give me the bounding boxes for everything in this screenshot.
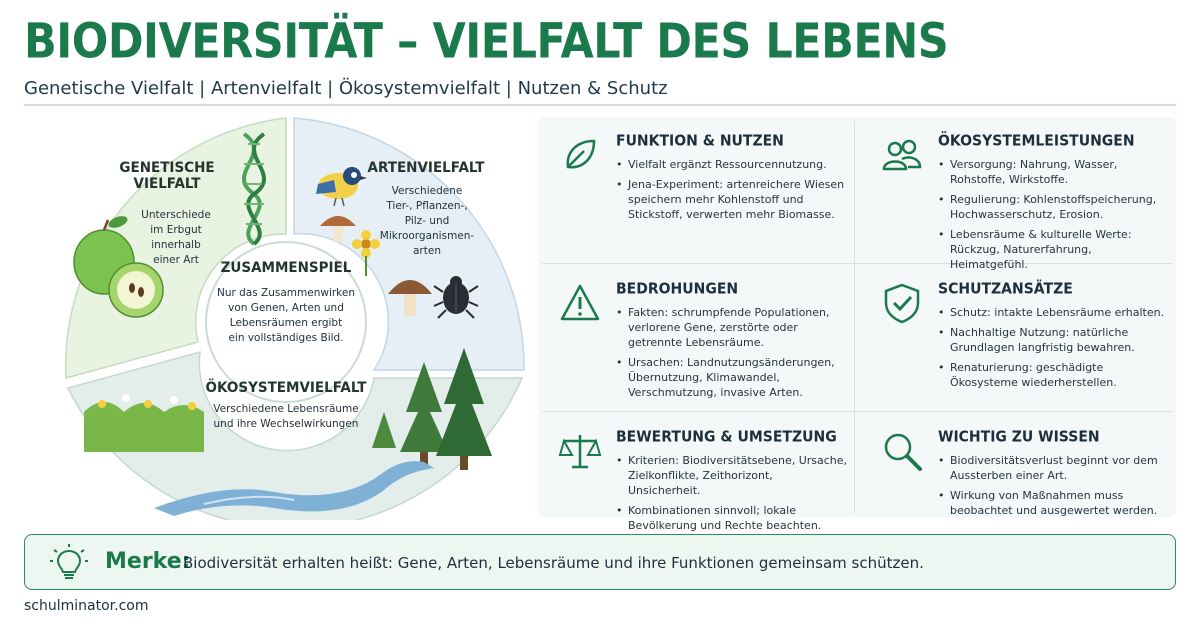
card-item: • Ursachen: Landnutzungsänderungen, Übernutzung, Klimawandel, Verschmutzung, invasive Arten.	[616, 355, 848, 400]
card-item: • Wirkung von Maßnahmen muss beobachtet und ausgewertet werden.	[938, 488, 1170, 518]
card-item: • Kombinationen sinnvoll; lokale Bevölkerung und Rechte beachten.	[616, 503, 848, 533]
card-item: • Schutz: intakte Lebensräume erhalten.	[938, 305, 1170, 320]
people-icon	[880, 133, 924, 177]
leaf-icon	[558, 133, 602, 177]
center-title: ZUSAMMENSPIEL	[220, 259, 352, 277]
lightbulb-icon	[49, 543, 89, 583]
card-item: • Vielfalt ergänzt Ressourcennutzung.	[616, 157, 848, 172]
card-title: ÖKOSYSTEMLEISTUNGEN	[938, 133, 1135, 150]
scales-icon	[558, 429, 602, 473]
center-desc-line2: von Genen, Arten und	[228, 302, 344, 314]
card-item: • Biodiversitätsverlust beginnt vor dem Aussterben einer Art.	[938, 453, 1170, 483]
card-item: • Nachhaltige Nutzung: natürliche Grundlagen langfristig bewahren.	[938, 325, 1170, 355]
merke-label: Merke:	[105, 549, 191, 574]
card-bedrohungen	[538, 265, 850, 397]
merke-text: Biodiversität erhalten heißt: Gene, Arten, Lebensräume und ihre Funktionen gemeinsam schützen.	[183, 554, 924, 572]
card-item: • Kriterien: Biodiversitätsebene, Ursache, Zielkonflikte, Zeithorizont, Unsicherheit.	[616, 453, 848, 498]
biodiversity-diagram	[24, 112, 536, 520]
header-divider	[24, 104, 1176, 106]
genetic-desc-line1: Unterschiede	[141, 209, 211, 221]
genetic-desc-line4: einer Art	[153, 254, 199, 266]
magnifier-icon	[880, 429, 924, 473]
card-item: • Fakten: schrumpfende Populationen, verlorene Gene, zerstörte oder getrennte Lebensräume.	[616, 305, 848, 350]
card-title: BEWERTUNG & UMSETZUNG	[616, 429, 837, 446]
merke-box	[24, 534, 1176, 590]
card-title: SCHUTZANSÄTZE	[938, 281, 1073, 298]
shield-check-icon	[880, 281, 924, 325]
species-desc-line1: Verschiedene	[391, 185, 463, 197]
card-item: • Jena-Experiment: artenreichere Wiesen speichern mehr Kohlenstoff und Stickstoff, verwerten mehr Biomasse.	[616, 177, 848, 222]
info-cards-grid	[538, 117, 1176, 532]
card-item: • Renaturierung: geschädigte Ökosysteme wiederherstellen.	[938, 360, 1170, 390]
card-bewertung-umsetzung	[538, 413, 850, 532]
card-title: BEDROHUNGEN	[616, 281, 739, 298]
grid-divider-vertical	[854, 121, 855, 513]
card-oekosystemleistungen	[860, 117, 1172, 271]
page-title: BIODIVERSITÄT – VIELFALT DES LEBENS	[24, 14, 949, 70]
card-schutzansaetze	[860, 265, 1172, 397]
species-desc-line3: Pilz- und	[404, 215, 450, 227]
center-desc-line4: ein vollständiges Bild.	[228, 332, 344, 344]
warning-icon	[558, 281, 602, 325]
genetic-title-line1: GENETISCHE	[119, 159, 215, 177]
ecosystem-title: ÖKOSYSTEMVIELFALT	[205, 379, 367, 397]
genetic-title-line2: VIELFALT	[133, 175, 201, 193]
page-subtitle: Genetische Vielfalt | Artenvielfalt | Ökosystemvielfalt | Nutzen & Schutz	[24, 78, 668, 99]
species-desc-line2: Tier-, Pflanzen-,	[386, 200, 468, 212]
card-item: • Versorgung: Nahrung, Wasser, Rohstoffe, Wirkstoffe.	[938, 157, 1170, 187]
species-title: ARTENVIELFALT	[367, 159, 485, 177]
card-funktion-nutzen	[538, 117, 850, 249]
ecosystem-desc-line2: und ihre Wechselwirkungen	[213, 418, 359, 430]
card-item: • Lebensräume & kulturelle Werte: Rückzug, Naturerfahrung, Heimatgefühl.	[938, 227, 1170, 272]
card-wichtig-zu-wissen	[860, 413, 1172, 517]
grid-divider-horizontal	[542, 411, 1172, 412]
ecosystem-desc-line1: Verschiedene Lebensräume	[213, 403, 359, 415]
card-item: • Regulierung: Kohlenstoffspeicherung, Hochwasserschutz, Erosion.	[938, 192, 1170, 222]
species-desc-line5: arten	[413, 245, 441, 257]
footer-source: schulminator.com	[24, 598, 149, 614]
center-desc-line1: Nur das Zusammenwirken	[216, 287, 356, 299]
genetic-desc-line2: im Erbgut	[150, 224, 202, 236]
center-desc-line3: Lebensräumen ergibt	[229, 317, 343, 329]
genetic-desc-line3: innerhalb	[151, 239, 201, 251]
species-desc-line4: Mikroorganismen-	[379, 230, 475, 242]
card-title: FUNKTION & NUTZEN	[616, 133, 784, 150]
card-title: WICHTIG ZU WISSEN	[938, 429, 1100, 446]
